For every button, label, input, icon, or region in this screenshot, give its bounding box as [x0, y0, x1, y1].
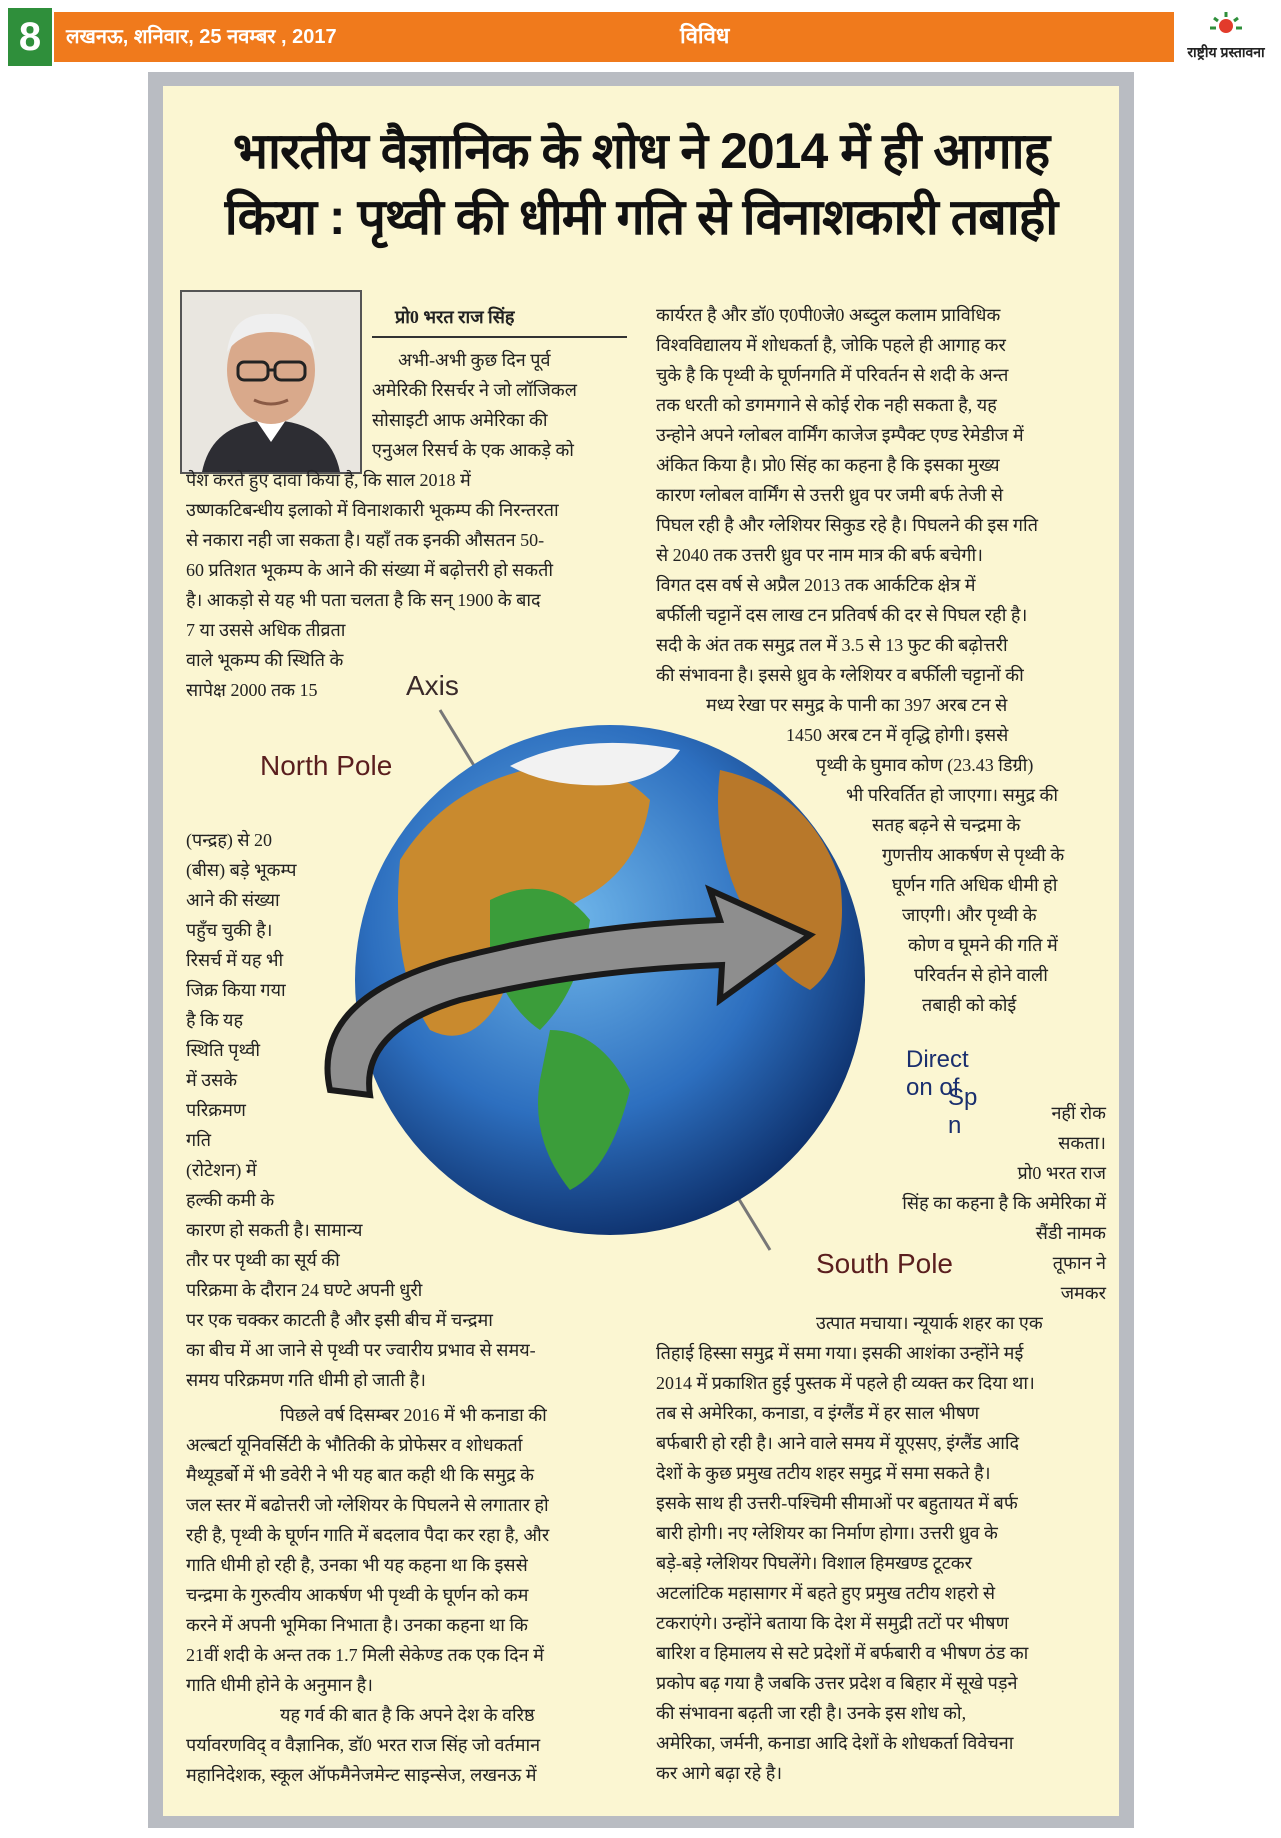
text-line: अभी-अभी कुछ दिन पूर्व — [398, 350, 551, 370]
text-line: वाले भूकम्प की स्थिति के — [186, 650, 344, 670]
text-line: घूर्णन गति अधिक धीमी हो — [892, 875, 1058, 895]
text-line: नहीं रोक — [1051, 1103, 1106, 1123]
text-line: परिक्रमा के दौरान 24 घण्टे अपनी धुरी — [186, 1280, 423, 1300]
author-photo — [180, 290, 362, 474]
left-column-bottom — [186, 1400, 634, 1790]
text-line: (पन्द्रह) से 20 — [186, 830, 273, 850]
left-column-body — [186, 465, 628, 705]
text-line: तौर पर पृथ्वी का सूर्य की — [186, 1250, 340, 1270]
text-line: विश्वविद्यालय में शोधकर्ता है, जोकि पहले ही आगाह कर — [656, 335, 1006, 355]
text-line: का बीच में आ जाने से पृथ्वी पर ज्वारीय प्रभाव से समय- — [186, 1340, 536, 1360]
text-line: 7 या उससे अधिक तीव्रता — [186, 620, 346, 640]
headline — [174, 118, 1108, 250]
text-line: हल्की कमी के — [186, 1190, 275, 1210]
text-line: 21वीं शदी के अन्त तक 1.7 मिली सेकेण्ड तक एक दिन में — [186, 1645, 544, 1665]
text-line: कर आगे बढ़ा रहे है। — [656, 1763, 783, 1783]
north-pole-label: North Pole — [260, 750, 393, 781]
text-line: कार्यरत है और डॉ0 ए0पी0जे0 अब्दुल कलाम प्राविधिक — [656, 305, 1001, 325]
text-line: टकराएंगे। उन्होंने बताया कि देश में समुद्री तटों पर भीषण — [656, 1613, 1009, 1633]
text-line: उत्पात मचाया। न्यूयार्क शहर का एक — [816, 1313, 1043, 1333]
text-line: सिंह का कहना है कि अमेरिका में — [902, 1193, 1106, 1213]
text-line: सकता। — [1058, 1133, 1106, 1153]
text-line: सतह बढ़ने से चन्द्रमा के — [872, 815, 1021, 835]
text-line: प्रकोप बढ़ गया है जबकि उत्तर प्रदेश व बिहार में सूखे पड़ने — [656, 1673, 1018, 1693]
text-line: गति — [186, 1130, 212, 1150]
text-line: की संभावना है। इससे ध्रुव के ग्लेशियर व बर्फीली चट्टानों की — [656, 665, 1024, 685]
text-line: चन्द्रमा के गुरुत्वीय आकर्षण भी पृथ्वी के घूर्णन को कम — [186, 1585, 529, 1605]
text-line: है। आकड़ो से यह भी पता चलता है कि सन् 1900 के बाद — [186, 590, 541, 610]
text-line: सदी के अंत तक समुद्र तल में 3.5 से 13 फुट की बढ़ोत्तरी — [656, 635, 1008, 655]
text-line: कारण ग्लोबल वार्मिंग से उत्तरी ध्रुव पर जमी बर्फ तेजी से — [656, 485, 1004, 505]
text-line: (बीस) बड़े भूकम्प — [186, 860, 297, 880]
text-line: (रोटेशन) में — [186, 1160, 257, 1180]
text-line: उष्णकटिबन्धीय इलाको में विनाशकारी भूकम्प की निरन्तरता — [186, 500, 559, 520]
text-line: जल स्तर में बढोत्तरी जो ग्लेशियर के पिघलने से लगातार हो — [186, 1495, 549, 1515]
text-line: मैथ्यूडर्बो में भी डवेरी ने भी यह बात कही थी कि समुद्र के — [186, 1465, 534, 1485]
text-line: समय परिक्रमण गति धीमी हो जाती है। — [186, 1370, 426, 1390]
text-line: परिवर्तन से होने वाली — [914, 965, 1048, 985]
text-line: कोण व घूमने की गति में — [908, 935, 1058, 955]
text-line: मध्य रेखा पर समुद्र के पानी का 397 अरब टन से — [706, 695, 1008, 715]
text-line: पृथ्वी के घुमाव कोण (23.43 डिग्री) — [816, 755, 1034, 775]
text-line: पिछले वर्ष दिसम्बर 2016 में भी कनाडा की — [280, 1405, 547, 1425]
text-line: रिसर्च में यह भी — [186, 950, 284, 970]
text-line: परिक्रमण — [186, 1100, 246, 1120]
portrait-image — [182, 292, 360, 472]
text-line: से नकारा नही जा सकता है। यहाँ तक इनकी औसतन 50- — [186, 530, 545, 550]
publication-logo — [1176, 10, 1276, 66]
text-line: 60 प्रतिशत भूकम्प के आने की संख्या में बढ़ोत्तरी हो सकती — [186, 560, 554, 580]
south-pole-label: South Pole — [816, 1248, 953, 1279]
text-line: अटलांटिक महासागर में बहते हुए प्रमुख तटीय शहरो से — [656, 1583, 996, 1603]
text-line: बारी होगी। नए ग्लेशियर का निर्माण होगा। उत्तरी ध्रुव के — [656, 1523, 998, 1543]
text-line: गाति धीमी हो रही है, उनका भी यह कहना था कि इससे — [186, 1555, 528, 1575]
text-line: प्रो0 भरत राज — [1017, 1163, 1106, 1183]
right-column-bottom — [656, 1308, 1106, 1788]
text-line: पेश करते हुए दावा किया है, कि साल 2018 में — [186, 470, 471, 490]
text-line: अमेरिका, जर्मनी, कनाडा आदि देशों के शोधकर्ता विवेचना — [656, 1733, 1014, 1753]
section-title: विविध — [680, 23, 730, 48]
logo-text: राष्ट्रीय प्रस्तावना — [1187, 44, 1265, 60]
text-line: बर्फबारी हो रही है। आने वाले समय में यूएसए, इंग्लैंड आदि — [656, 1433, 1020, 1453]
text-line: सैंडी नामक — [1035, 1223, 1106, 1243]
headline-line-1: भारतीय वैज्ञानिक के शोध ने 2014 में ही आगाह — [232, 123, 1050, 179]
text-line: 2014 में प्रकाशित हुई पुस्तक में पहले ही व्यक्त कर दिया था। — [656, 1373, 1035, 1393]
text-line: है कि यह — [186, 1010, 244, 1030]
headline-line-2: किया : पृथ्वी की धीमी गति से विनाशकारी तबाही — [224, 189, 1058, 245]
text-line: से 2040 तक उत्तरी ध्रुव पर नाम मात्र की बर्फ बचेगी। — [656, 545, 983, 565]
byline-divider — [372, 336, 627, 338]
text-line: 1450 अरब टन में वृद्धि होगी। इससे — [786, 725, 1009, 745]
text-line: स्थिति पृथ्वी — [186, 1040, 261, 1060]
text-line: कारण हो सकती है। सामान्य — [186, 1220, 363, 1240]
text-line: महानिदेशक, स्कूल ऑफमैनेजमेन्ट साइन्सेज, लखनऊ में — [186, 1765, 537, 1785]
text-line: की संभावना बढ़ती जा रही है। उनके इस शोध को, — [656, 1703, 967, 1723]
text-line: तबाही को कोई — [922, 995, 1017, 1015]
text-line: जमकर — [1060, 1283, 1106, 1303]
dateline: लखनऊ, शनिवार, 25 नवम्बर , 2017 — [66, 26, 337, 48]
text-line: अंकित किया है। प्रो0 सिंह का कहना है कि इसका मुख्य — [656, 455, 1000, 475]
text-line: तिहाई हिस्सा समुद्र में समा गया। इसकी आशंका उन्होंने मई — [656, 1343, 1024, 1363]
text-line: तब से अमेरिका, कनाडा, व इंग्लैंड में हर साल भीषण — [656, 1403, 980, 1423]
text-line: एनुअल रिसर्च के एक आकड़े को — [372, 440, 574, 460]
text-line: यह गर्व की बात है कि अपने देश के वरिष्ठ — [280, 1705, 535, 1725]
text-line: विगत दस वर्ष से अप्रैल 2013 तक आर्कटिक क्षेत्र में — [656, 575, 976, 595]
axis-label: Axis — [406, 670, 459, 701]
text-line: पर एक चक्कर काटती है और इसी बीच में चन्द्रमा — [186, 1310, 493, 1330]
text-line: इसके साथ ही उत्तरी-पश्चिमी सीमाओं पर बहुतायत में बर्फ — [656, 1493, 1018, 1513]
text-line: जिक्र किया गया — [186, 980, 286, 1000]
text-line: बर्फीली चट्टानें दस लाख टन प्रतिवर्ष की दर से पिघल रही है। — [656, 605, 1028, 625]
text-line: बारिश व हिमालय से सटे प्रदेशों में बर्फबारी व भीषण ठंड का — [656, 1643, 1029, 1663]
text-line: पिघल रही है और ग्लेशियर सिकुड रहे है। पिघलने की इस गति — [656, 515, 1038, 535]
text-line: पर्यावरणविद् व वैज्ञानिक, डॉ0 भरत राज सिंह जो वर्तमान — [186, 1735, 541, 1755]
text-line: में उसके — [186, 1070, 238, 1090]
text-line: तूफान ने — [1052, 1253, 1106, 1273]
text-line: आने की संख्या — [186, 890, 280, 910]
text-line: करने में अपनी भूमिका निभाता है। उनका कहना था कि — [186, 1615, 528, 1635]
text-line: तक धरती को डगमगाने से कोई रोक नही सकता है, यह — [656, 395, 997, 415]
byline: प्रो0 भरत राज सिंह — [395, 307, 515, 327]
text-line: अल्बर्टा यूनिवर्सिटी के भौतिकी के प्रोफेसर व शोधकर्ता — [186, 1435, 523, 1455]
text-line: पहुँच चुकी है। — [186, 920, 273, 940]
text-line: गाति धीमी होने के अनुमान है। — [186, 1675, 373, 1695]
text-line: सापेक्ष 2000 तक 15 — [186, 680, 318, 700]
page-number: 8 — [8, 8, 52, 66]
text-line: सोसाइटी आफ अमेरिका की — [372, 410, 548, 430]
text-line: गुणत्तीय आकर्षण से पृथ्वी के — [882, 845, 1065, 865]
spin-label: Sp n — [948, 1084, 978, 1139]
text-line: चुके है कि पृथ्वी के घूर्णनगति में परिवर्तन से शदी के अन्त — [656, 365, 1009, 385]
text-line: उन्होने अपने ग्लोबल वार्मिंग काजेज इम्पैक्ट एण्ड रेमेडीज में — [656, 425, 1024, 445]
text-line: भी परिवर्तित हो जाएगा। समुद्र की — [846, 785, 1059, 805]
left-column-intro — [372, 345, 628, 465]
text-line: अमेरिकी रिसर्चर ने जो लॉजिकल — [372, 380, 577, 400]
text-line: रही है, पृथ्वी के घूर्णन गाति में बदलाव पैदा कर रहा है, और — [186, 1525, 550, 1545]
sun-gear-icon — [1206, 10, 1246, 40]
text-line: जाएगी। और पृथ्वी के — [902, 905, 1037, 925]
text-line: देशों के कुछ प्रमुख तटीय शहर समुद्र में समा सकते है। — [656, 1463, 991, 1483]
direction-label: Direct on of — [906, 1046, 969, 1101]
text-line: बड़े-बड़े ग्लेशियर पिघलेंगे। विशाल हिमखण्ड टूटकर — [656, 1553, 972, 1573]
